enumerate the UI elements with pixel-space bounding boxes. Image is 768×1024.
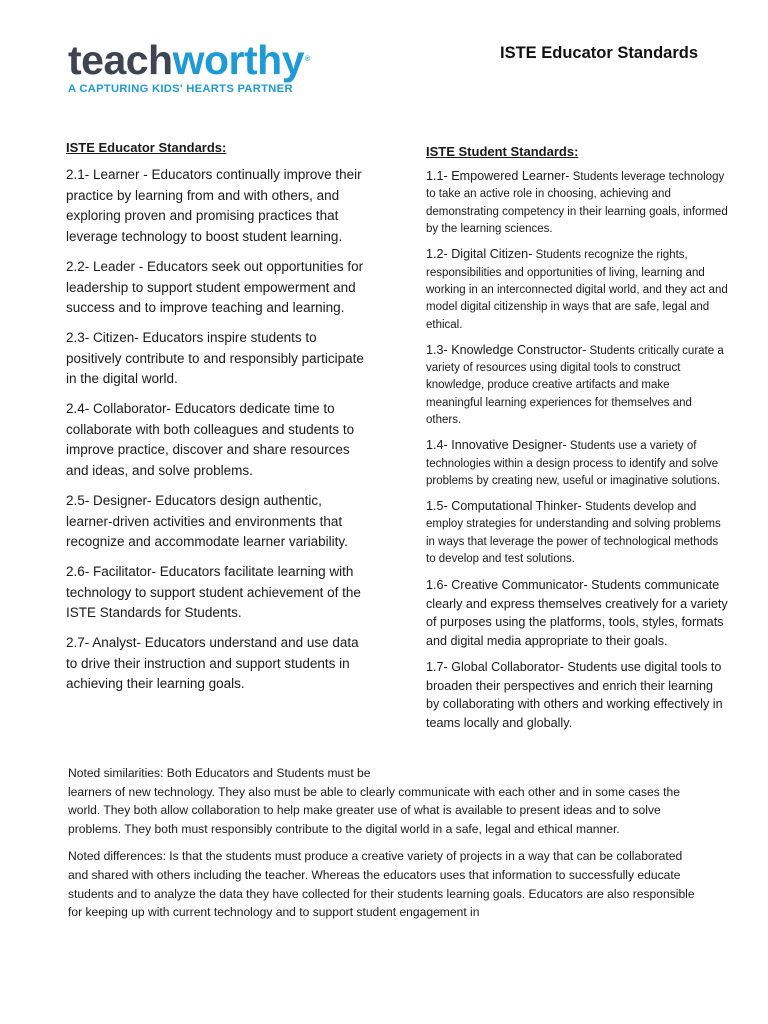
noted-differences: Noted differences: Is that the students must produce a creative variety of projects in a way that can be collaborated and shared with others including the teacher. Whereas the educators uses that information to successfully educate students and to analyze the data they have collected for their students learning goals. Educators are also responsible for keeping up with current technology and to support student engagement in (68, 849, 695, 920)
student-standard-1-4 (426, 437, 728, 490)
student-standard-desc: Students use digital tools to broaden their perspectives and enrich their learning by collaborating with others and working effectively in teams locally and globally. (426, 659, 723, 730)
student-standard-1-2 (426, 246, 728, 334)
educator-standard-2-6: 2.6- Facilitator- Educators facilitate learning with technology to support student achievement of the ISTE Standards for Students. (66, 563, 361, 621)
similarities-body: learners of new technology. They also must be able to clearly communicate with each other and in some cases the world. They both allow collaboration to help make greater use of what is available to present ideas and to solve problems. They both must responsibly contribute to the digital world in a safe, legal and ethical manner. (68, 784, 680, 836)
student-standards-heading: ISTE Student Standards: (426, 144, 579, 159)
page-title: ISTE Educator Standards (500, 44, 699, 62)
logo-wordmark (68, 37, 310, 83)
student-standard-desc: Students develop and employ strategies for understanding and solving problems in ways that leverage the power of technological methods to develop and test solutions. (426, 500, 721, 566)
educator-standard-2-5: 2.5- Designer- Educators design authentic, learner-driven activities and environments that recognize and accommodate learner variability. (66, 492, 348, 550)
student-standard-label: 1.7- Global Collaborator- (426, 659, 564, 674)
student-standard-desc: Students leverage technology to take an active role in choosing, achieving and demonstrating competency in their learning goals, informed by the learning sciences. (426, 171, 728, 236)
logo-word-worthy: worthy (172, 37, 305, 83)
student-standard-desc: Students use a variety of technologies within a design process to identify and solve problems by creating new, useful or imaginative solutions. (426, 440, 721, 487)
student-standard-label: 1.6- Creative Communicator- (426, 578, 588, 593)
similarities-first-line: Noted similarities: Both Educators and Students must be (68, 766, 371, 780)
educator-standards-column (66, 140, 372, 704)
student-standard-label: 1.5- Computational Thinker- (426, 498, 582, 513)
student-standards-column (426, 144, 728, 740)
student-standard-desc: Students communicate clearly and express themselves creatively for a variety of purposes using the platforms, tools, styles, formats and digital media appropriate to their goals. (426, 578, 728, 648)
student-standard-1-1 (426, 168, 728, 239)
notes-section (68, 764, 698, 931)
educator-standard-2-3: 2.3- Citizen- Educators inspire students to positively contribute to and responsibly participate in the digital world. (66, 329, 364, 387)
student-standard-desc: Students recognize the rights, responsibilities and opportunities of living, learning and working in an interconnected digital world, and they act and model digital citizenship in ways that are safe, legal and ethical. (426, 249, 728, 331)
noted-similarities (68, 764, 698, 838)
educator-standards-heading: ISTE Educator Standards: (66, 140, 227, 155)
student-standard-1-6 (426, 576, 728, 650)
student-standard-label: 1.3- Knowledge Constructor- (426, 342, 587, 357)
student-standard-label: 1.4- Innovative Designer- (426, 438, 567, 453)
teachworthy-logo (68, 37, 310, 95)
student-standard-1-7 (426, 658, 728, 732)
logo-word-teach: teach (68, 37, 173, 83)
student-standard-label: 1.1- Empowered Learner- (426, 169, 570, 183)
logo-trademark: ® (305, 56, 310, 63)
student-standard-label: 1.2- Digital Citizen- (426, 247, 533, 262)
logo-tagline: A CAPTURING KIDS' HEARTS PARTNER (68, 83, 293, 95)
educator-standard-2-1: 2.1- Learner - Educators continually improve their practice by learning from and with others, and exploring proven and promising practices that leverage technology to boost student learning. (66, 167, 362, 245)
student-standard-1-5 (426, 498, 728, 569)
educator-standard-2-7: 2.7- Analyst- Educators understand and use data to drive their instruction and support students in achieving their learning goals. (66, 635, 359, 692)
educator-standard-2-2: 2.2- Leader - Educators seek out opportunities for leadership to support student empowerment and success and to improve teaching and learning. (66, 258, 364, 316)
student-standard-desc: Students critically curate a variety of resources using digital tools to construct knowledge, produce creative artifacts and make meaningful learning experiences for themselves and others. (426, 344, 724, 427)
student-standard-1-3 (426, 342, 728, 430)
educator-standard-2-4: 2.4- Collaborator- Educators dedicate time to collaborate with both colleagues and students to improve practice, discover and share resources and ideas, and solve problems. (66, 401, 355, 479)
